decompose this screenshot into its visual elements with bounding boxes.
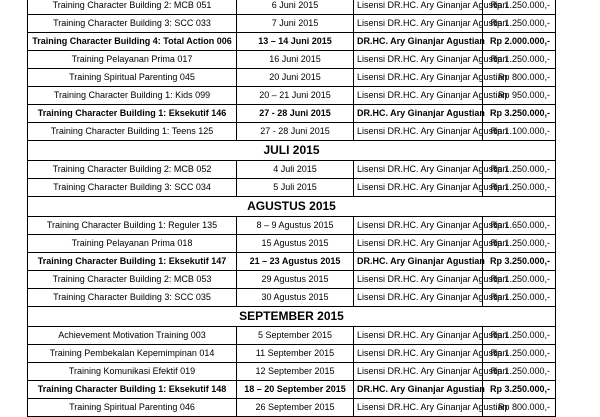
price-cell: Rp 1.250.000,- (483, 235, 556, 253)
table-row (28, 363, 556, 381)
training-date-cell: 15 Agustus 2015 (237, 235, 354, 253)
training-date-cell: 20 – 21 Juni 2015 (237, 87, 354, 105)
training-name-cell: Training Character Building 1: Teens 125 (28, 123, 237, 141)
training-name-cell: Achievement Motivation Training 003 (28, 327, 237, 345)
training-name-cell: Training Komunikasi Efektif 019 (28, 363, 237, 381)
month-header-row (28, 197, 556, 217)
trainer-cell: Lisensi DR.HC. Ary Ginanjar Agustian (354, 271, 483, 289)
training-name-cell: Training Character Building 1: Eksekutif 148 (28, 381, 237, 399)
trainer-cell: DR.HC. Ary Ginanjar Agustian (354, 253, 483, 271)
training-name-cell: Training Character Building 2: MCB 051 (28, 0, 237, 15)
table-row (28, 271, 556, 289)
price-cell: Rp 1.250.000,- (483, 289, 556, 307)
training-date-cell: 11 September 2015 (237, 345, 354, 363)
table-row (28, 51, 556, 69)
training-date-cell: 8 – 9 Agustus 2015 (237, 217, 354, 235)
trainer-cell: Lisensi DR.HC. Ary Ginanjar Agustian (354, 69, 483, 87)
training-schedule-page (27, 0, 555, 417)
month-header-row (28, 307, 556, 327)
training-name-cell: Training Character Building 2: MCB 053 (28, 271, 237, 289)
training-name-cell: Training Character Building 3: SCC 034 (28, 179, 237, 197)
table-row (28, 87, 556, 105)
table-row (28, 0, 556, 15)
trainer-cell: Lisensi DR.HC. Ary Ginanjar Agustian (354, 15, 483, 33)
table-row (28, 69, 556, 87)
price-cell: Rp 3.250.000,- (483, 381, 556, 399)
trainer-cell: Lisensi DR.HC. Ary Ginanjar Agustian (354, 179, 483, 197)
table-row (28, 33, 556, 51)
training-date-cell: 27 - 28 Juni 2015 (237, 105, 354, 123)
training-name-cell: Training Character Building 4: Total Action 006 (28, 33, 237, 51)
training-date-cell: 5 Juli 2015 (237, 179, 354, 197)
table-row (28, 253, 556, 271)
training-date-cell: 12 September 2015 (237, 363, 354, 381)
table-row (28, 289, 556, 307)
training-name-cell: Training Pelayanan Prima 018 (28, 235, 237, 253)
price-cell: Rp 800.000,- (483, 69, 556, 87)
training-date-cell: 7 Juni 2015 (237, 15, 354, 33)
table-row (28, 345, 556, 363)
trainer-cell: Lisensi DR.HC. Ary Ginanjar Agustian (354, 161, 483, 179)
training-date-cell: 30 Agustus 2015 (237, 289, 354, 307)
price-cell: Rp 1.250.000,- (483, 51, 556, 69)
training-date-cell: 29 Agustus 2015 (237, 271, 354, 289)
price-cell: Rp 1.250.000,- (483, 327, 556, 345)
training-date-cell: 26 September 2015 (237, 399, 354, 417)
table-row (28, 217, 556, 235)
training-name-cell: Training Character Building 1: Eksekutif 146 (28, 105, 237, 123)
price-cell: Rp 800.000,- (483, 399, 556, 417)
trainer-cell: DR.HC. Ary Ginanjar Agustian (354, 381, 483, 399)
training-name-cell: Training Pembekalan Kepemimpinan 014 (28, 345, 237, 363)
month-header-row (28, 141, 556, 161)
trainer-cell: Lisensi DR.HC. Ary Ginanjar Agustian (354, 123, 483, 141)
price-cell: Rp 2.000.000,- (483, 33, 556, 51)
training-date-cell: 20 Juni 2015 (237, 69, 354, 87)
trainer-cell: Lisensi DR.HC. Ary Ginanjar Agustian (354, 217, 483, 235)
training-name-cell: Training Character Building 1: Reguler 135 (28, 217, 237, 235)
trainer-cell: DR.HC. Ary Ginanjar Agustian (354, 105, 483, 123)
price-cell: Rp 1.250.000,- (483, 0, 556, 15)
price-cell: Rp 1.250.000,- (483, 179, 556, 197)
training-date-cell: 13 – 14 Juni 2015 (237, 33, 354, 51)
training-name-cell: Training Character Building 1: Kids 099 (28, 87, 237, 105)
trainer-cell: Lisensi DR.HC. Ary Ginanjar Agustian (354, 363, 483, 381)
training-date-cell: 6 Juni 2015 (237, 0, 354, 15)
trainer-cell: Lisensi DR.HC. Ary Ginanjar Agustian (354, 345, 483, 363)
month-header: AGUSTUS 2015 (28, 197, 556, 217)
table-row (28, 123, 556, 141)
training-date-cell: 21 – 23 Agustus 2015 (237, 253, 354, 271)
table-row (28, 327, 556, 345)
training-name-cell: Training Pelayanan Prima 017 (28, 51, 237, 69)
training-date-cell: 18 – 20 September 2015 (237, 381, 354, 399)
price-cell: Rp 1.650.000,- (483, 217, 556, 235)
table-row (28, 15, 556, 33)
price-cell: Rp 3.250.000,- (483, 253, 556, 271)
training-name-cell: Training Character Building 3: SCC 033 (28, 15, 237, 33)
month-header: JULI 2015 (28, 141, 556, 161)
trainer-cell: Lisensi DR.HC. Ary Ginanjar Agustian (354, 327, 483, 345)
table-row (28, 399, 556, 417)
trainer-cell: Lisensi DR.HC. Ary Ginanjar Agustian (354, 399, 483, 417)
price-cell: Rp 950.000,- (483, 87, 556, 105)
training-date-cell: 16 Juni 2015 (237, 51, 354, 69)
training-date-cell: 27 - 28 Juni 2015 (237, 123, 354, 141)
training-name-cell: Training Character Building 3: SCC 035 (28, 289, 237, 307)
price-cell: Rp 3.250.000,- (483, 105, 556, 123)
table-row (28, 235, 556, 253)
training-name-cell: Training Spiritual Parenting 046 (28, 399, 237, 417)
trainer-cell: Lisensi DR.HC. Ary Ginanjar Agustian (354, 51, 483, 69)
trainer-cell: DR.HC. Ary Ginanjar Agustian (354, 33, 483, 51)
training-date-cell: 5 September 2015 (237, 327, 354, 345)
training-schedule-table (27, 0, 556, 417)
trainer-cell: Lisensi DR.HC. Ary Ginanjar Agustian (354, 289, 483, 307)
trainer-cell: Lisensi DR.HC. Ary Ginanjar Agustian (354, 0, 483, 15)
trainer-cell: Lisensi DR.HC. Ary Ginanjar Agustian (354, 87, 483, 105)
table-row (28, 105, 556, 123)
trainer-cell: Lisensi DR.HC. Ary Ginanjar Agustian (354, 235, 483, 253)
price-cell: Rp 1.250.000,- (483, 363, 556, 381)
price-cell: Rp 1.250.000,- (483, 345, 556, 363)
training-name-cell: Training Character Building 1: Eksekutif 147 (28, 253, 237, 271)
table-row (28, 161, 556, 179)
price-cell: Rp 1.250.000,- (483, 161, 556, 179)
price-cell: Rp 1.250.000,- (483, 15, 556, 33)
training-name-cell: Training Character Building 2: MCB 052 (28, 161, 237, 179)
training-date-cell: 4 Juli 2015 (237, 161, 354, 179)
training-name-cell: Training Spiritual Parenting 045 (28, 69, 237, 87)
price-cell: Rp 1.250.000,- (483, 271, 556, 289)
month-header: SEPTEMBER 2015 (28, 307, 556, 327)
table-row (28, 381, 556, 399)
price-cell: Rp 1.100.000,- (483, 123, 556, 141)
table-row (28, 179, 556, 197)
